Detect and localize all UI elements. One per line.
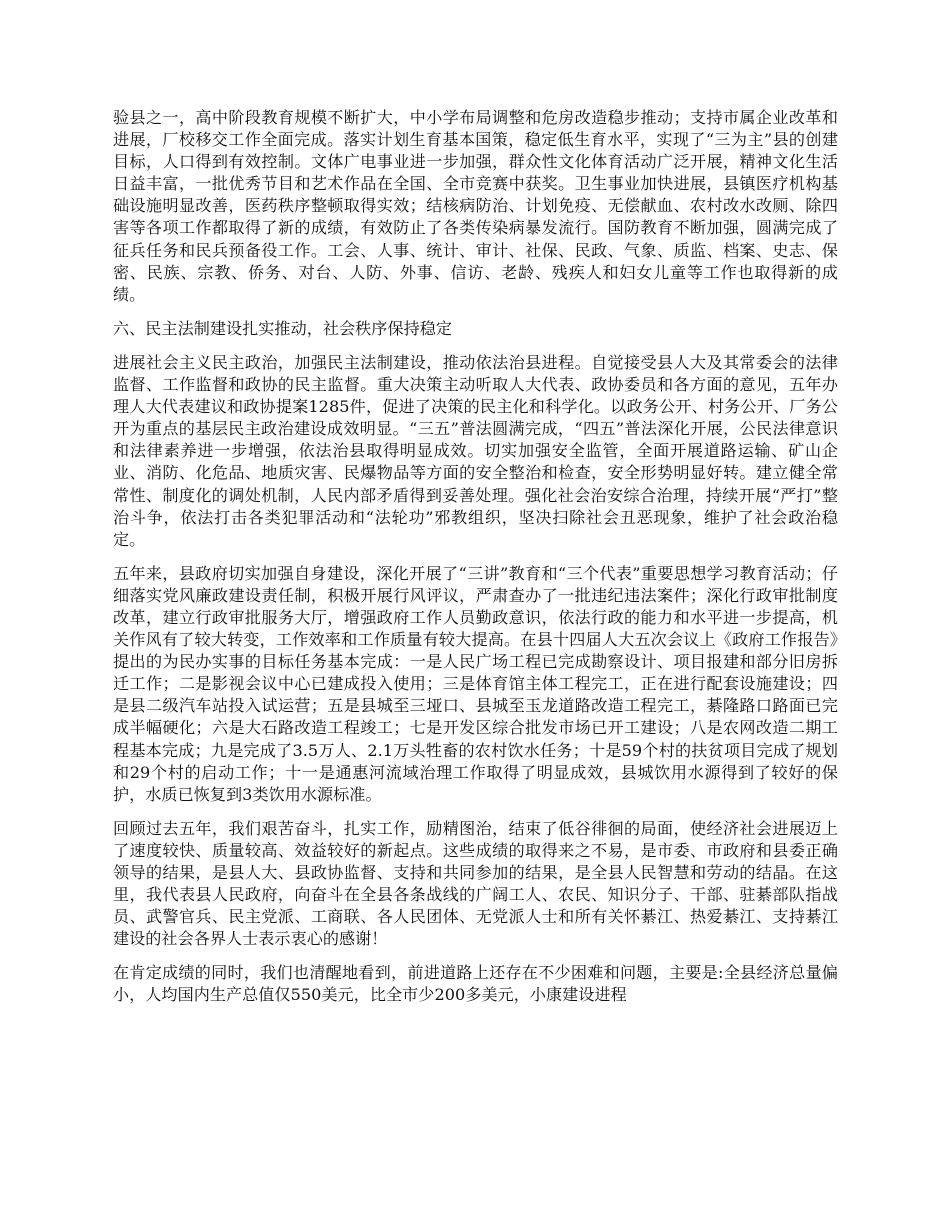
paragraph-democracy-legal-system: 进展社会主义民主政治，加强民主法制建设，推动依法治县进程。自觉接受县人大及其常委会的法律监督、工作监督和政协的民主监督。重大决策主动听取人大代表、政协委员和各方面的意见，五年办理人大代表建议和政协提案1285件，促进了决策的民主化和科学化。以政务公开、村务公开、厂务公开为重点的基层民主政治建设成效明显。“三五”普法圆满完成，“四五”普法深化开展，公民法律意识和法律素养进一步增强，依法治县取得明显成效。切实加强安全监管，全面开展道路运输、矿山企业、消防、化危品、地质灾害、民爆物品等方面的安全整治和检查，安全形势明显好转。建立健全常常性、制度化的调处机制，人民内部矛盾得到妥善处理。强化社会治安综合治理，持续开展“严打”整治斗争，依法打击各类犯罪活动和“法轮功”邪教组织，坚决扫除社会丑恶现象，维护了社会政治稳定。	[113, 352, 838, 549]
section-heading-democracy-legal-system: 六、民主法制建设扎实推动，社会秩序保持稳定	[113, 318, 453, 338]
paragraph-government-self-building: 五年来，县政府切实加强自身建设，深化开展了“三讲”教育和“三个代表”重要思想学习教育活动；仔细落实党风廉政建设责任制，积极开展行风评议，严肃查办了一批违纪违法案件；深化行政审批制度改革，建立行政审批服务大厅，增强政府工作人员勤政意识，依法行政的能力和水平进一步提高，机关作风有了较大转变，工作效率和工作质量有较大提高。在县十四届人大五次会议上《政府工作报告》提出的为民办实事的目标任务基本完成：一是人民广场工程已完成勘察设计、项目报建和部分旧房拆迁工作；二是影视会议中心已建成投入使用；三是体育馆主体工程完工，正在进行配套设施建设；四是县二级汽车站投入试运营；五是县城至三垭口、县城至玉龙道路改造工程完工，綦隆路口路面已完成半幅硬化；六是大石路改造工程竣工；七是开发区综合批发市场已开工建设；八是农网改造二期工程基本完成；九是完成了3.5万人、2.1万头牲畜的农村饮水任务；十是59个村的扶贫项目完成了规划和29个村的启动工作；十一是通惠河流域治理工作取得了明显成效，县城饮用水源得到了较好的保护，水质已恢复到3类饮用水源标准。	[113, 563, 838, 804]
paragraph-problems: 在肯定成绩的同时，我们也清醒地看到，前进道路上还存在不少困难和问题，主要是:全县经济总量偏小，人均国内生产总值仅550美元，比全市少200多美元，小康建设进程	[113, 963, 838, 1005]
document-body	[113, 107, 838, 1019]
paragraph-achievements-education-health: 验县之一，高中阶段教育规模不断扩大，中小学布局调整和危房改造稳步推动；支持市属企业改革和进展，厂校移交工作全面完成。落实计划生育基本国策，稳定低生育水平，实现了“三为主”县的创建目标，人口得到有效控制。文体广电事业进一步加强，群众性文化体育活动广泛开展，精神文化生活日益丰富，一批优秀节目和艺术作品在全国、全市竞赛中获奖。卫生事业加快进展，县镇医疗机构基础设施明显改善，医药秩序整顿取得实效；结核病防治、计划免疫、无偿献血、农村改水改厕、除四害等各项工作都取得了新的成绩，有效防止了各类传染病暴发流行。国防教育不断加强，圆满完成了征兵任务和民兵预备役工作。工会、人事、统计、审计、社保、民政、气象、质监、档案、史志、保密、民族、宗教、侨务、对台、人防、外事、信访、老龄、残疾人和妇女儿童等工作也取得新的成绩。	[113, 108, 838, 304]
paragraph-five-year-review: 回顾过去五年，我们艰苦奋斗，扎实工作，励精图治，结束了低谷徘徊的局面，使经济社会进展迈上了速度较快、质量较高、效益较好的新起点。这些成绩的取得来之不易，是市委、市政府和县委正确领导的结果，是县人大、县政协监督、支持和共同参加的结果，是全县人民智慧和劳动的结晶。在这里，我代表县人民政府，向奋斗在全县各条战线的广阔工人、农民、知识分子、干部、驻綦部队指战员、武警官兵、民主党派、工商联、各人民团体、无党派人士和所有关怀綦江、热爱綦江、支持綦江建设的社会各界人士表示衷心的感谢！	[113, 818, 838, 949]
